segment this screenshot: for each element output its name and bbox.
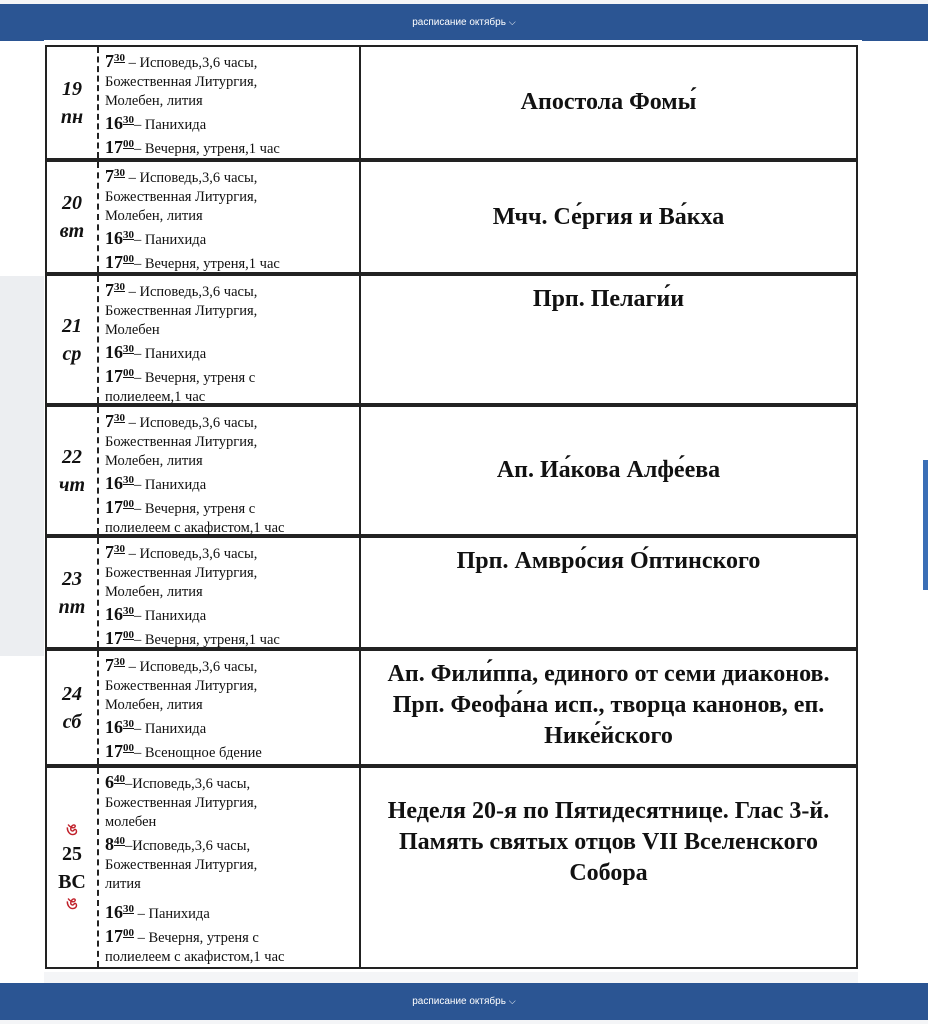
services-cell xyxy=(99,47,361,158)
service-minutes: 30 xyxy=(114,656,125,668)
service-hour: 16 xyxy=(105,717,123,737)
service-hour: 17 xyxy=(105,628,123,648)
day-number: 20 xyxy=(62,192,82,214)
service-minutes: 00 xyxy=(123,138,134,150)
feast-title: Ап. Фили́ппа, единого от семи диаконов. Прп. Феофа́на исп., творца канонов, еп. Нике́йского xyxy=(387,661,830,749)
feast-cell xyxy=(361,538,856,647)
services-cell xyxy=(99,162,361,272)
service-text: – Вечерня, утреня с xyxy=(134,370,256,386)
weekday: пт xyxy=(58,595,86,618)
service-text: – Исповедь,3,6 часы, xyxy=(125,284,258,300)
service-line xyxy=(105,49,355,73)
weekday: чт xyxy=(58,473,86,496)
service-minutes: 30 xyxy=(123,605,134,617)
service-hour: 8 xyxy=(105,834,114,854)
service-text: – Вечерня, утреня с xyxy=(134,501,256,517)
service-text: – Вечерня, утреня,1 час xyxy=(134,632,280,648)
day-cell xyxy=(47,651,99,764)
service-line xyxy=(105,813,355,832)
service-hour: 16 xyxy=(105,342,123,362)
service-text: – Исповедь,3,6 часы, xyxy=(125,55,258,71)
service-text: – Исповедь,3,6 часы, xyxy=(125,415,258,431)
service-minutes: 00 xyxy=(123,253,134,265)
service-minutes: 30 xyxy=(114,543,125,555)
service-hour: 16 xyxy=(105,902,123,922)
left-shade xyxy=(0,276,44,656)
header-bar[interactable] xyxy=(0,4,928,41)
service-text: полиелеем,1 час xyxy=(105,389,206,405)
day-cell xyxy=(47,47,99,158)
service-text: – Панихида xyxy=(134,477,207,493)
service-text: – Исповедь,3,6 часы, xyxy=(125,170,258,186)
service-line xyxy=(105,92,355,111)
side-marker xyxy=(923,460,928,590)
service-text: Божественная Литургия, xyxy=(105,857,258,873)
service-minutes: 40 xyxy=(114,835,125,847)
day-cell xyxy=(47,407,99,534)
service-line xyxy=(105,739,355,763)
service-line xyxy=(105,626,355,650)
service-line xyxy=(105,583,355,602)
table-row xyxy=(45,274,858,405)
service-minutes: 30 xyxy=(123,114,134,126)
footer-title: расписание октябрь xyxy=(412,996,506,1007)
service-line xyxy=(105,278,355,302)
service-line xyxy=(105,677,355,696)
service-line xyxy=(105,540,355,564)
service-minutes: 00 xyxy=(123,742,134,754)
service-hour: 6 xyxy=(105,772,114,792)
service-text: – Панихида xyxy=(134,906,210,922)
service-line xyxy=(105,226,355,250)
service-text: полиелеем с акафистом,1 час xyxy=(105,949,285,965)
chevron-down-icon[interactable]: ⌵ xyxy=(508,996,516,1006)
day-cell xyxy=(47,768,99,967)
service-text: – Исповедь,3,6 часы, xyxy=(125,546,258,562)
service-hour: 17 xyxy=(105,497,123,517)
service-line xyxy=(105,715,355,739)
right-gutter xyxy=(858,40,928,983)
service-line xyxy=(105,321,355,340)
service-text: – Панихида xyxy=(134,232,207,248)
service-hour: 7 xyxy=(105,655,114,675)
day-number: 22 xyxy=(62,445,82,468)
service-line xyxy=(105,250,355,274)
service-text: Божественная Литургия, xyxy=(105,303,258,319)
services-cell xyxy=(99,651,361,764)
service-minutes: 30 xyxy=(123,718,134,730)
table-row xyxy=(45,766,858,969)
service-minutes: 30 xyxy=(114,167,125,179)
service-hour: 17 xyxy=(105,137,123,157)
feast-cell xyxy=(361,162,856,272)
service-text: – Всенощное бдение xyxy=(134,745,262,761)
service-line xyxy=(105,340,355,364)
service-line xyxy=(105,188,355,207)
service-minutes: 30 xyxy=(123,343,134,355)
service-text: Божественная Литургия, xyxy=(105,434,258,450)
feast-cell xyxy=(361,407,856,534)
service-hour: 7 xyxy=(105,166,114,186)
feast-title: Прп. Амвро́сия О́птинского xyxy=(456,548,761,574)
service-minutes: 30 xyxy=(123,229,134,241)
feast-cell xyxy=(361,651,856,764)
service-hour: 7 xyxy=(105,542,114,562)
ornament-icon: ঙ xyxy=(66,895,78,913)
service-line xyxy=(105,302,355,321)
day-number: 19 xyxy=(62,77,82,100)
weekday: сб xyxy=(62,710,82,733)
service-minutes: 40 xyxy=(114,773,125,785)
service-hour: 7 xyxy=(105,280,114,300)
service-line xyxy=(105,111,355,135)
service-hour: 7 xyxy=(105,411,114,431)
service-text: полиелеем с акафистом,1 час xyxy=(105,520,285,536)
service-line xyxy=(105,135,355,159)
service-line xyxy=(105,875,355,894)
table-row xyxy=(45,649,858,766)
footer-bar[interactable] xyxy=(0,983,928,1020)
service-text: – Панихида xyxy=(134,346,207,362)
chevron-down-icon[interactable]: ⌵ xyxy=(508,17,516,27)
service-line xyxy=(105,653,355,677)
service-line xyxy=(105,564,355,583)
service-text: – Вечерня, утреня с xyxy=(134,930,259,946)
service-line xyxy=(105,364,355,388)
table-row xyxy=(45,536,858,649)
service-text: молебен xyxy=(105,814,157,830)
day-number: 25 xyxy=(62,842,82,865)
service-line xyxy=(105,495,355,519)
service-text: Молебен, лития xyxy=(105,93,203,109)
service-minutes: 00 xyxy=(123,367,134,379)
service-text: –Исповедь,3,6 часы, xyxy=(125,838,251,854)
service-hour: 17 xyxy=(105,926,123,946)
service-minutes: 30 xyxy=(123,474,134,486)
service-hour: 16 xyxy=(105,113,123,133)
service-hour: 17 xyxy=(105,366,123,386)
service-line xyxy=(105,770,355,794)
service-text: Молебен, лития xyxy=(105,453,203,469)
service-text: – Панихида xyxy=(134,608,207,624)
service-line xyxy=(105,409,355,433)
service-text: – Вечерня, утреня,1 час xyxy=(134,141,280,157)
service-minutes: 00 xyxy=(123,498,134,510)
service-line xyxy=(105,602,355,626)
service-text: лития xyxy=(105,876,141,892)
service-text: –Исповедь,3,6 часы, xyxy=(125,776,251,792)
day-cell xyxy=(47,276,99,403)
service-text: Божественная Литургия, xyxy=(105,795,258,811)
weekday: вт xyxy=(59,220,85,242)
service-hour: 16 xyxy=(105,604,123,624)
service-minutes: 00 xyxy=(123,927,134,939)
service-minutes: 30 xyxy=(114,281,125,293)
service-line xyxy=(105,924,355,948)
day-number: 21 xyxy=(62,314,82,337)
service-text: Молебен xyxy=(105,322,160,338)
feast-title: Неделя 20-я по Пятидесятнице. Глас 3-й. Память святых отцов VII Вселенского Собора xyxy=(387,798,830,886)
service-hour: 16 xyxy=(105,228,123,248)
service-text: – Исповедь,3,6 часы, xyxy=(125,659,258,675)
header-title: расписание октябрь xyxy=(412,17,506,28)
service-text: Божественная Литургия, xyxy=(105,74,258,90)
table-row xyxy=(45,405,858,536)
feast-title: Ап. Иа́кова Алфе́ева xyxy=(496,457,721,483)
day-number: 23 xyxy=(62,567,82,590)
weekday: ВС xyxy=(58,870,86,893)
service-text: – Вечерня, утреня,1 час xyxy=(134,256,280,272)
service-line xyxy=(105,794,355,813)
service-minutes: 30 xyxy=(114,52,125,64)
weekday: ср xyxy=(62,342,82,365)
service-hour: 7 xyxy=(105,51,114,71)
service-text: Божественная Литургия, xyxy=(105,678,258,694)
service-text: Божественная Литургия, xyxy=(105,565,258,581)
service-text: Молебен, лития xyxy=(105,208,203,224)
service-line xyxy=(105,452,355,471)
feast-cell xyxy=(361,768,856,967)
service-hour: 17 xyxy=(105,741,123,761)
service-line xyxy=(105,900,355,924)
ornament-icon: ঙ xyxy=(66,821,78,839)
service-text: – Панихида xyxy=(134,721,207,737)
service-line xyxy=(105,471,355,495)
services-cell xyxy=(99,407,361,534)
service-line xyxy=(105,832,355,856)
day-cell xyxy=(47,162,99,272)
table-row xyxy=(45,160,858,274)
service-line xyxy=(105,948,355,967)
feast-title: Апостола Фомы́ xyxy=(520,89,697,115)
service-minutes: 00 xyxy=(123,629,134,641)
service-line xyxy=(105,433,355,452)
service-minutes: 30 xyxy=(123,903,134,915)
feast-cell xyxy=(361,47,856,158)
service-hour: 17 xyxy=(105,252,123,272)
service-text: Молебен, лития xyxy=(105,584,203,600)
day-cell xyxy=(47,538,99,647)
service-line xyxy=(105,164,355,188)
service-hour: 16 xyxy=(105,473,123,493)
feast-title: Мчч. Се́ргия и Ва́кха xyxy=(492,203,725,230)
service-minutes: 30 xyxy=(114,412,125,424)
services-cell xyxy=(99,276,361,403)
service-line xyxy=(105,73,355,92)
table-row xyxy=(45,45,858,160)
weekday: пн xyxy=(60,105,84,128)
service-text: – Панихида xyxy=(134,117,207,133)
day-number: 24 xyxy=(62,682,82,705)
service-text: Молебен, лития xyxy=(105,697,203,713)
service-line xyxy=(105,696,355,715)
services-cell xyxy=(99,538,361,647)
service-text: Божественная Литургия, xyxy=(105,189,258,205)
service-line xyxy=(105,207,355,226)
service-line xyxy=(105,856,355,875)
feast-title: Прп. Пелаги́и xyxy=(532,286,685,312)
feast-cell xyxy=(361,276,856,403)
services-cell xyxy=(99,768,361,967)
